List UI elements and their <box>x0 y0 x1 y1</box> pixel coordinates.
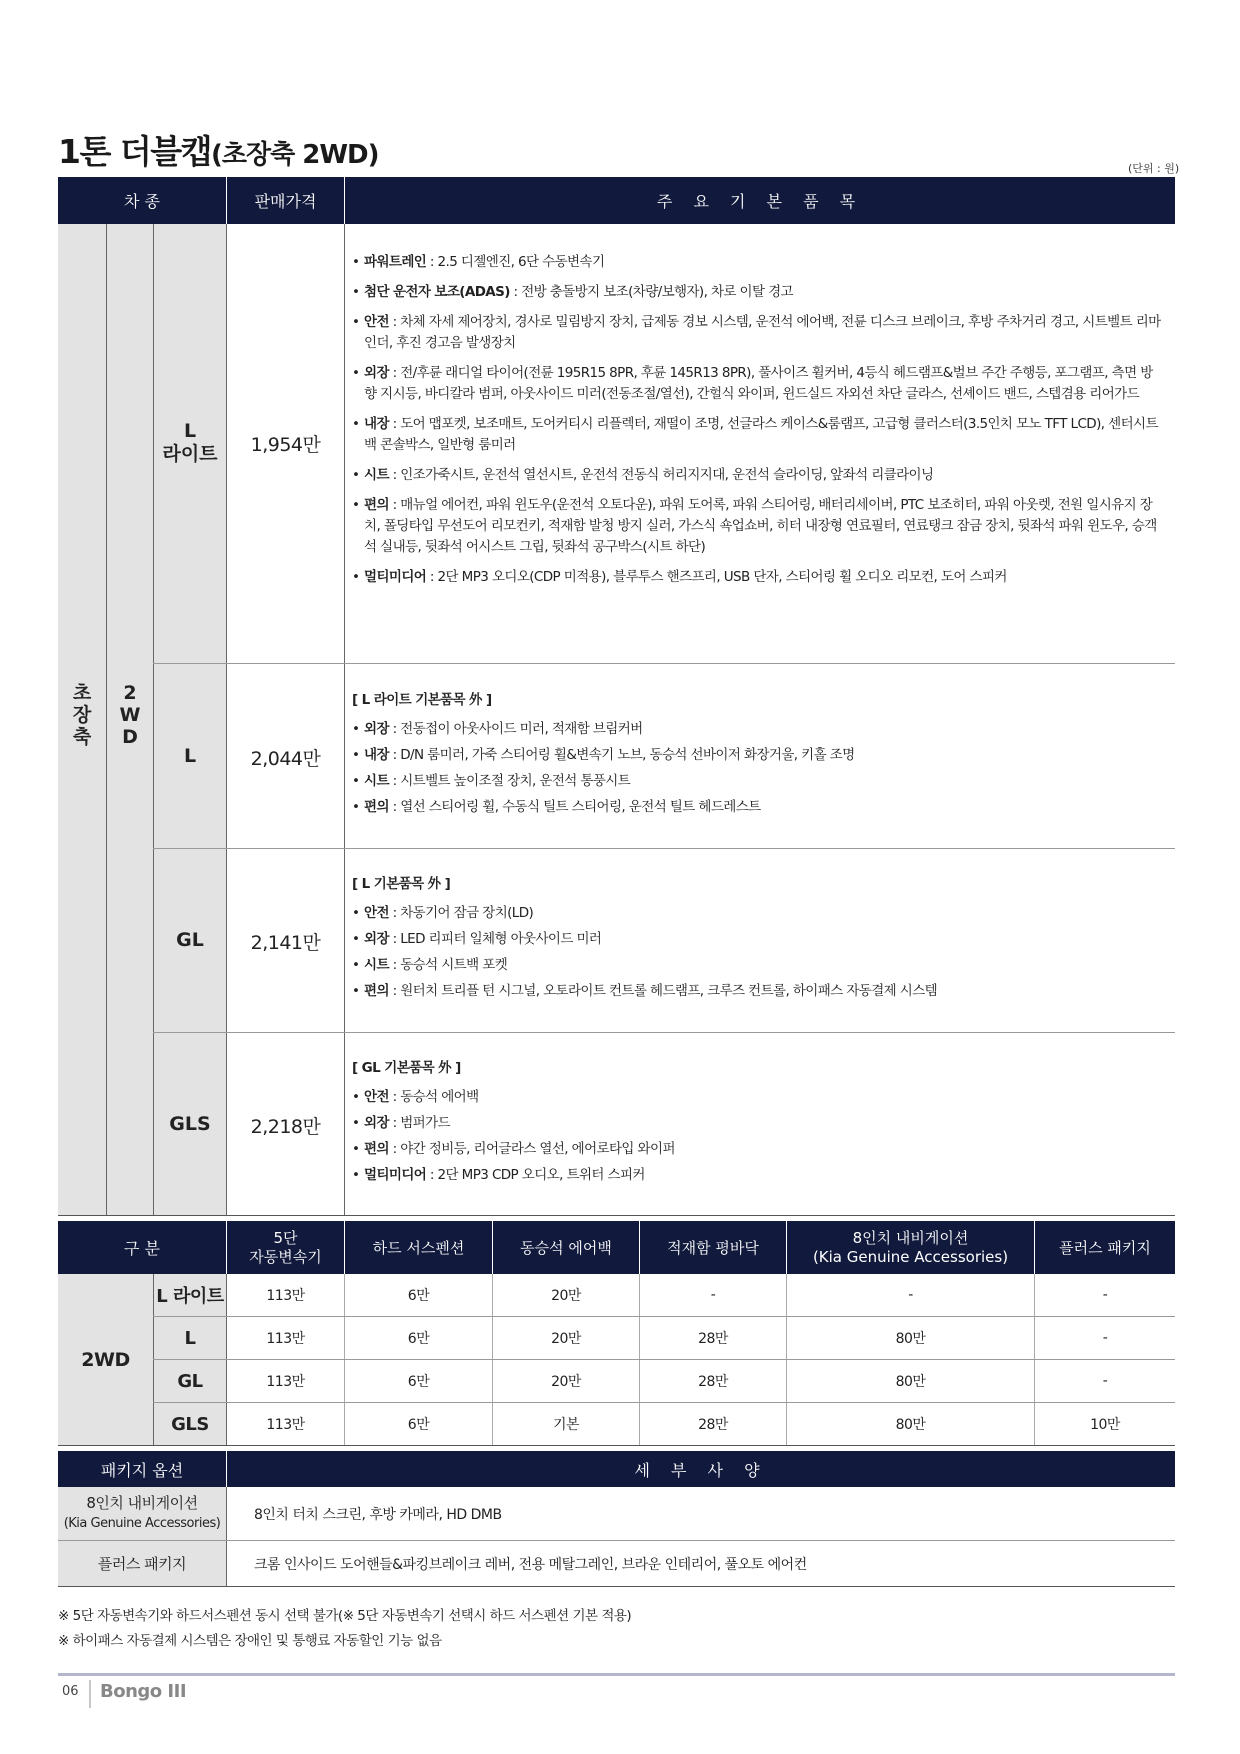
trim-gl: GL <box>176 929 204 951</box>
feature-item: • 안전 : 차동기어 잠금 장치(LD) <box>352 903 1162 924</box>
group-2wd-label <box>118 682 142 748</box>
unit-label: (단위 : 원) <box>1128 162 1180 175</box>
feature-item: • 첨단 운전자 보조(ADAS) : 전방 충돌방지 보조(차량/보행자), 차로 이탈 경고 <box>352 282 1162 303</box>
option-group-2wd: 2WD <box>81 1349 130 1371</box>
option-value: 28만 <box>698 1417 728 1433</box>
group-char: 장 <box>72 704 92 726</box>
option-value: 28만 <box>698 1331 728 1347</box>
option-trim-l-light: L 라이트 <box>156 1286 224 1307</box>
footer-rule <box>58 1673 1175 1676</box>
column-divider <box>344 224 345 1215</box>
features-gl <box>352 874 1162 1007</box>
page-number: 06 <box>62 1684 79 1699</box>
option-header-navigation: 8인치 내비게이션 (Kia Genuine Accessories) <box>787 1221 1034 1274</box>
option-value: - <box>908 1287 913 1303</box>
group-char: D <box>122 726 138 748</box>
trim-l-light: L 라이트 <box>162 420 218 465</box>
package-name-navigation: 8인치 내비게이션 (Kia Genuine Accessories) <box>63 1494 221 1531</box>
group-extralong-label <box>70 682 94 748</box>
option-header-category: 구 분 <box>58 1221 226 1274</box>
feature-item: • 파워트레인 : 2.5 디젤엔진, 6단 수동변속기 <box>352 252 1162 273</box>
feature-item: • 시트 : 인조가죽시트, 운전석 열선시트, 운전석 전동식 허리지지대, 운전석 슬라이딩, 앞좌석 리클라이닝 <box>352 465 1162 486</box>
option-value: - <box>1102 1330 1108 1346</box>
table-bottom-border <box>58 1215 1175 1216</box>
option-value: 6만 <box>407 1374 430 1390</box>
price-gls: 2,218만 <box>250 1116 321 1138</box>
header-price: 판매가격 <box>227 177 344 224</box>
option-value: - <box>710 1287 716 1303</box>
option-value: 113만 <box>266 1331 305 1347</box>
option-value: 6만 <box>407 1331 430 1347</box>
package-detail-navigation: 8인치 터치 스크린, 후방 카메라, HD DMB <box>254 1506 502 1523</box>
note-hipass: ※ 하이패스 자동결제 시스템은 장애인 및 통행료 자동할인 기능 없음 <box>58 1633 442 1649</box>
option-trim-l: L <box>184 1327 196 1349</box>
option-value: 20만 <box>551 1331 581 1347</box>
table-bottom-border <box>58 1445 1175 1446</box>
option-value: 6만 <box>407 1288 430 1304</box>
feature-item: • 안전 : 차체 자세 제어장치, 경사로 밀림방지 장치, 급제동 경보 시스템, 운전석 에어백, 전륜 디스크 브레이크, 후방 주차거리 경고, 시트벨트 리마인더, 후진 경고음 발생장치 <box>352 312 1162 354</box>
trim-l: L <box>183 745 197 767</box>
feature-item: • 외장 : 전동접이 아웃사이드 미러, 적재함 브림커버 <box>352 719 1162 740</box>
feature-heading: [ L 기본품목 外 ] <box>352 876 451 892</box>
group-char: 축 <box>72 726 92 748</box>
header-trim: 차 종 <box>58 177 226 224</box>
price-l: 2,044만 <box>250 748 321 770</box>
price-l-light: 1,954만 <box>250 434 321 456</box>
feature-item: • 편의 : 매뉴얼 에어컨, 파워 윈도우(운전석 오토다운), 파워 도어록, 파워 스티어링, 배터리세이버, PTC 보조히터, 파워 아웃렛, 전원 일시유지 장치, 폴딩타입 무선도어 리모컨키, 적재함 발청 방지 실러, 가스식 쇽업쇼버, 히터 내장형 연료필터, 연료탱크 잠금 장치, 뒷좌석 파워 윈도우, 승객석 실내등, 뒷좌석 어시스트 그립, 뒷좌석 공구박스(시트 하단) <box>352 495 1162 558</box>
group-char: 2 <box>123 682 137 704</box>
package-header-detail: 세 부 사 양 <box>227 1451 1175 1487</box>
page-title-sub: (초장축 2WD) <box>210 140 379 170</box>
feature-item: • 외장 : 전/후륜 래디얼 타이어(전륜 195R15 8PR, 후륜 145R13 8PR), 풀사이즈 휠커버, 4등식 헤드램프&벌브 주간 주행등, 포그램프, 측면 방향 지시등, 바디칼라 범퍼, 아웃사이드 미러(전동조절/열선), 간헐식 와이퍼, 윈드실드 자외선 차단 글라스, 선셰이드 밴드, 스텝겸용 리어가드 <box>352 363 1162 405</box>
option-value: 113만 <box>266 1374 305 1390</box>
features-l <box>352 690 1162 823</box>
trim-gls: GLS <box>169 1113 211 1135</box>
row-divider <box>153 848 1175 849</box>
option-value: 기본 <box>552 1417 580 1433</box>
features-l-light <box>352 252 1162 597</box>
option-trim-gl: GL <box>177 1370 203 1392</box>
feature-heading: [ GL 기본품목 外 ] <box>352 1060 461 1076</box>
option-value: 20만 <box>551 1374 581 1390</box>
features-gls <box>352 1058 1162 1191</box>
table-bottom-border <box>58 1586 1175 1587</box>
row-divider <box>153 663 1175 664</box>
group-char: W <box>119 704 141 726</box>
feature-item: • 편의 : 열선 스티어링 휠, 수동식 틸트 스티어링, 운전석 틸트 헤드레스트 <box>352 797 1162 818</box>
option-header-plus-package: 플러스 패키지 <box>1035 1221 1175 1274</box>
option-header-passenger-airbag: 동승석 에어백 <box>493 1221 639 1274</box>
row-divider <box>153 1032 1175 1033</box>
option-value: 80만 <box>895 1331 926 1347</box>
feature-heading: [ L 라이트 기본품목 外 ] <box>352 692 492 708</box>
column-divider <box>226 1487 227 1586</box>
footer-divider <box>89 1680 91 1708</box>
option-trim-gls: GLS <box>171 1413 209 1435</box>
option-value: 28만 <box>698 1374 728 1390</box>
option-value: - <box>1102 1373 1108 1389</box>
feature-item: • 시트 : 시트벨트 높이조절 장치, 운전석 통풍시트 <box>352 771 1162 792</box>
option-value: 113만 <box>266 1288 305 1304</box>
feature-item: • 내장 : D/N 룸미러, 가죽 스티어링 휠&변속기 노브, 동승석 선바이저 화장거울, 키홀 조명 <box>352 745 1162 766</box>
option-value: - <box>1102 1287 1108 1303</box>
package-detail-plus: 크롬 인사이드 도어핸들&파킹브레이크 레버, 전용 메탈그레인, 브라운 인테리어, 풀오토 에어컨 <box>254 1556 807 1573</box>
column-divider <box>226 224 227 1215</box>
brand-logo: Bongo III <box>100 1681 187 1702</box>
package-header-name: 패키지 옵션 <box>58 1451 226 1487</box>
option-value: 20만 <box>551 1288 581 1304</box>
option-value: 10만 <box>1090 1417 1120 1433</box>
option-value: 113만 <box>266 1417 305 1433</box>
group-char: 초 <box>72 682 92 704</box>
feature-item: • 외장 : LED 리피터 일체형 아웃사이드 미러 <box>352 929 1162 950</box>
option-value: 80만 <box>895 1374 926 1390</box>
option-value: 80만 <box>895 1417 926 1433</box>
feature-item: • 멀티미디어 : 2단 MP3 오디오(CDP 미적용), 블루투스 핸즈프리, USB 단자, 스티어링 휠 오디오 리모컨, 도어 스피커 <box>352 567 1162 588</box>
feature-item: • 시트 : 동승석 시트백 포켓 <box>352 955 1162 976</box>
page-title <box>58 126 379 173</box>
column-divider <box>106 224 107 1215</box>
column-divider <box>153 224 154 1215</box>
option-value: 6만 <box>407 1417 430 1433</box>
feature-item: • 안전 : 동승석 에어백 <box>352 1087 1162 1108</box>
option-header-auto-transmission: 5단 자동변속기 <box>227 1221 344 1274</box>
package-name-plus: 플러스 패키지 <box>97 1555 187 1573</box>
note-transmission: ※ 5단 자동변속기와 하드서스펜션 동시 선택 불가(※ 5단 자동변속기 선택시 하드 서스펜션 기본 적용) <box>58 1608 632 1624</box>
feature-item: • 내장 : 도어 맵포켓, 보조매트, 도어커티시 리플렉터, 재떨이 조명, 선글라스 케이스&룸램프, 고급형 클러스터(3.5인치 모노 TFT LCD), 센터시트백 콘솔박스, 일반형 룸미러 <box>352 414 1162 456</box>
option-header-flat-deck: 적재함 평바닥 <box>640 1221 786 1274</box>
header-features: 주 요 기 본 품 목 <box>345 177 1175 224</box>
feature-item: • 멀티미디어 : 2단 MP3 CDP 오디오, 트위터 스피커 <box>352 1165 1162 1186</box>
feature-item: • 편의 : 야간 정비등, 리어글라스 열선, 에어로타입 와이퍼 <box>352 1139 1162 1160</box>
price-gl: 2,141만 <box>250 932 321 954</box>
page-title-main: 1톤 더블캡 <box>58 132 211 171</box>
feature-item: • 외장 : 범퍼가드 <box>352 1113 1162 1134</box>
option-header-hard-suspension: 하드 서스펜션 <box>345 1221 492 1274</box>
feature-item: • 편의 : 원터치 트리플 턴 시그널, 오토라이트 컨트롤 헤드램프, 크루즈 컨트롤, 하이패스 자동결제 시스템 <box>352 981 1162 1002</box>
